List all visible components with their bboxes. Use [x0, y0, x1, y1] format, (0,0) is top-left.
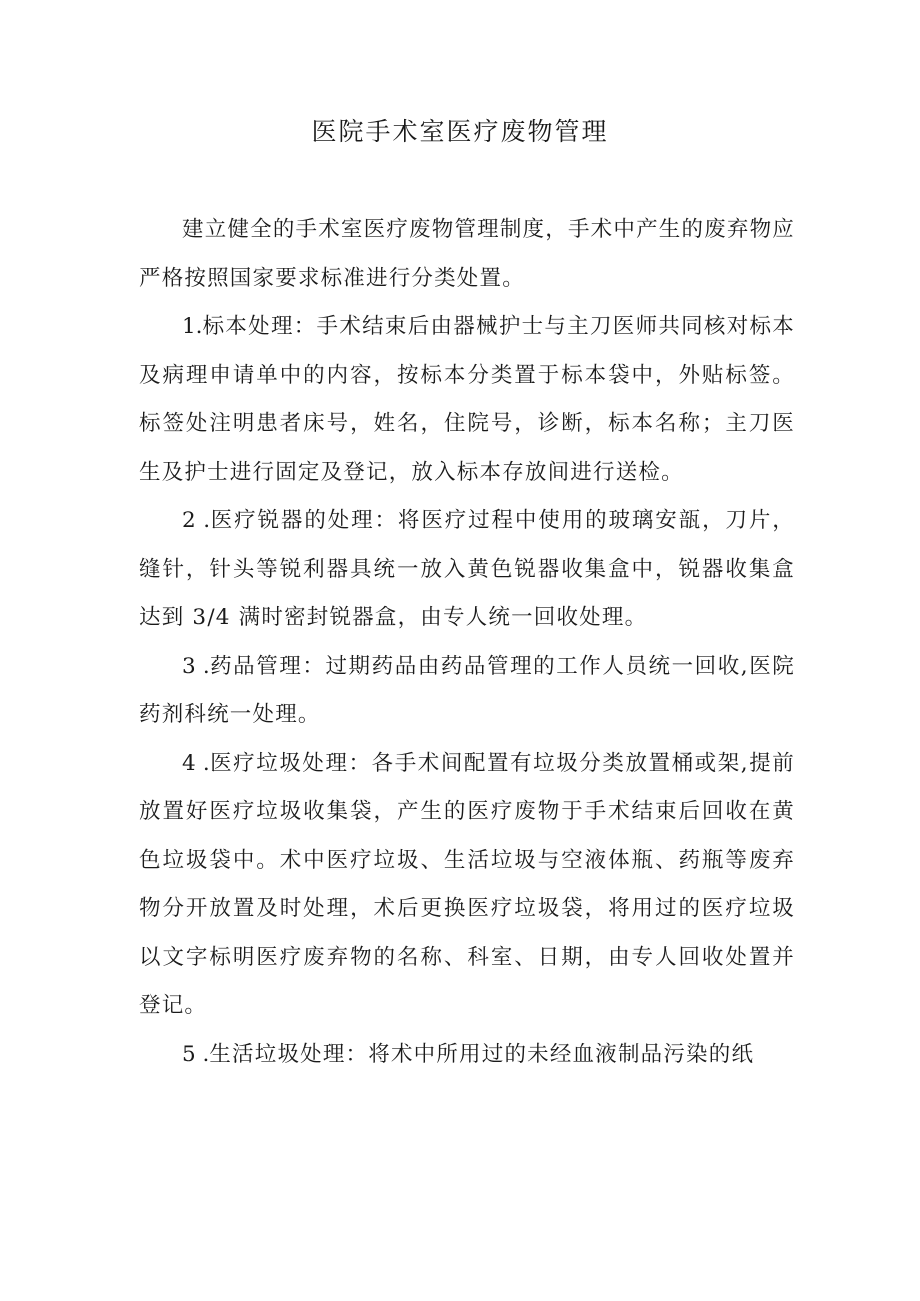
intro-paragraph	[139, 206, 795, 303]
paragraph-number: 2 .	[182, 508, 211, 533]
specimen-handling-paragraph	[139, 303, 795, 497]
paragraph-number: 3 .	[182, 653, 210, 679]
paragraph-number: 4 .	[182, 750, 210, 776]
drug-management-paragraph	[139, 643, 795, 740]
paragraph-text: 医疗垃圾处理：各手术间配置有垃圾分类放置桶或架,提前放置好医疗垃圾收集袋，产生的医疗废物于手术结束后回收在黄色垃圾袋中。术中医疗垃圾、生活垃圾与空液体瓶、药瓶等废弃物分开放置及时处理，术后更换医疗垃圾袋，将用过的医疗垃圾以文字标明医疗废弃物的名称、科室、日期，由专人回收处置并登记。	[139, 750, 795, 1018]
document-title: 医院手术室医疗废物管理	[311, 117, 609, 146]
paragraph-text: 标本处理：手术结束后由器械护士与主刀医师共同核对标本及病理申请单中的内容，按标本分类置于标本袋中，外贴标签。标签处注明患者床号，姓名，住院号，诊断，标本名称；主刀医生及护士进行固定及登记，放入标本存放间进行送检。	[139, 314, 795, 485]
paragraph-number: 1.	[182, 314, 203, 339]
document-body	[139, 206, 795, 1079]
paragraph-text: 药品管理：过期药品由药品管理的工作人员统一回收,医院药剂科统一处理。	[139, 653, 795, 727]
sharps-handling-paragraph	[139, 497, 795, 643]
paragraph-number: 5 .	[182, 1041, 210, 1067]
paragraph-text: 建立健全的手术室医疗废物管理制度，手术中产生的废弃物应严格按照国家要求标准进行分类处置。	[139, 217, 795, 291]
domestic-waste-paragraph	[139, 1031, 795, 1080]
paragraph-text: 医疗锐器的处理：将医疗过程中使用的玻璃安瓿，刀片，缝针，针头等锐利器具统一放入黄色锐器收集盒中，锐器收集盒达到 3/4 满时密封锐器盒，由专人统一回收处理。	[139, 508, 795, 630]
paragraph-text: 生活垃圾处理：将术中所用过的未经血液制品污染的纸	[209, 1041, 755, 1067]
medical-waste-paragraph	[139, 740, 795, 1031]
